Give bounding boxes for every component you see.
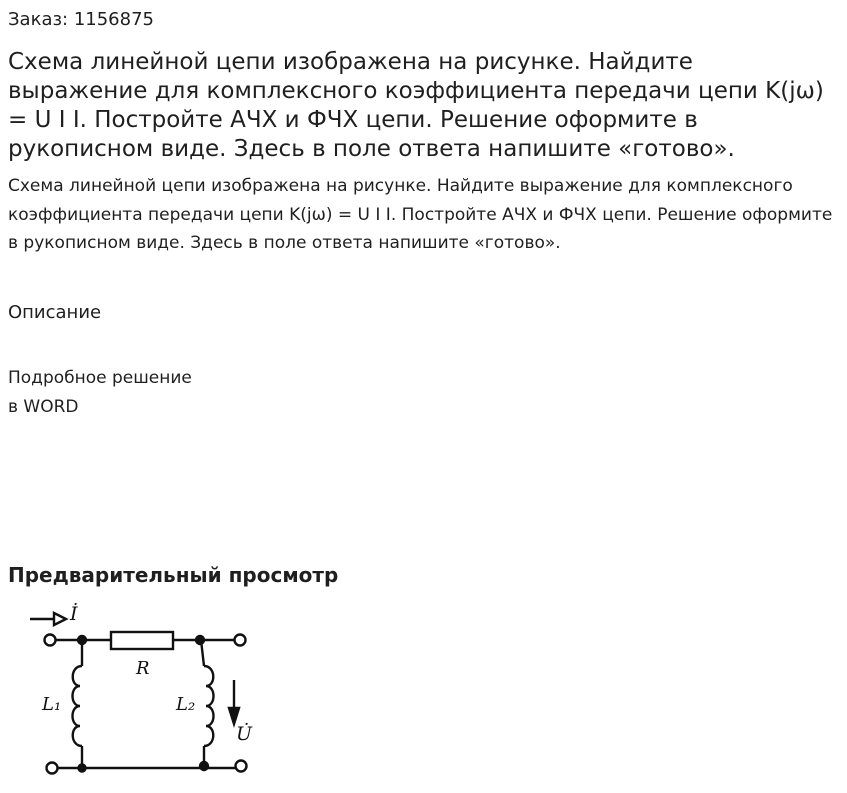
circuit-diagram: [26, 598, 266, 780]
junction-top-right: [196, 636, 204, 644]
inductor-l1-label: L₁: [42, 694, 62, 715]
task-title: Схема линейной цепи изображена на рисунке. Найдите выражение для комплексного коэффициента передачи цепи K(jω) = U I I. Постройте АЧХ и ФЧХ цепи. Решение оформите в рукописном виде. Здесь в поле ответа напишите «готово».: [8, 49, 824, 162]
description-line-1: Подробное решение: [8, 368, 192, 388]
inductor-l2-label: L₂: [176, 694, 196, 715]
terminal-top-left: [45, 635, 56, 646]
description-line-2: в WORD: [8, 397, 79, 417]
junction-bottom-left: [79, 765, 86, 772]
inductor-l1: [73, 666, 83, 746]
description-text: [8, 364, 192, 422]
voltage-label: U̇: [236, 723, 253, 745]
current-label: İ: [70, 603, 78, 625]
resistor-label: R: [136, 658, 150, 679]
junction-bottom-right: [200, 762, 208, 770]
preview-heading: Предварительный просмотр: [8, 563, 339, 587]
voltage-arrow-head: [229, 708, 239, 724]
task-description: Схема линейной цепи изображена на рисунке. Найдите выражение для комплексного коэффициента передачи цепи K(jω) = U I I. Постройте АЧХ и ФЧХ цепи. Решение оформите в рукописном виде. Здесь в поле ответа напишите «готово».: [8, 176, 833, 253]
terminal-top-right: [235, 635, 246, 646]
terminal-bottom-left: [47, 763, 58, 774]
current-arrow-head: [54, 613, 66, 625]
resistor: [111, 632, 173, 649]
order-number: Заказ: 1156875: [8, 9, 154, 30]
terminal-bottom-right: [236, 761, 247, 772]
description-label: Описание: [8, 302, 102, 323]
junction-top-left: [78, 636, 86, 644]
inductor-l2: [204, 666, 214, 746]
